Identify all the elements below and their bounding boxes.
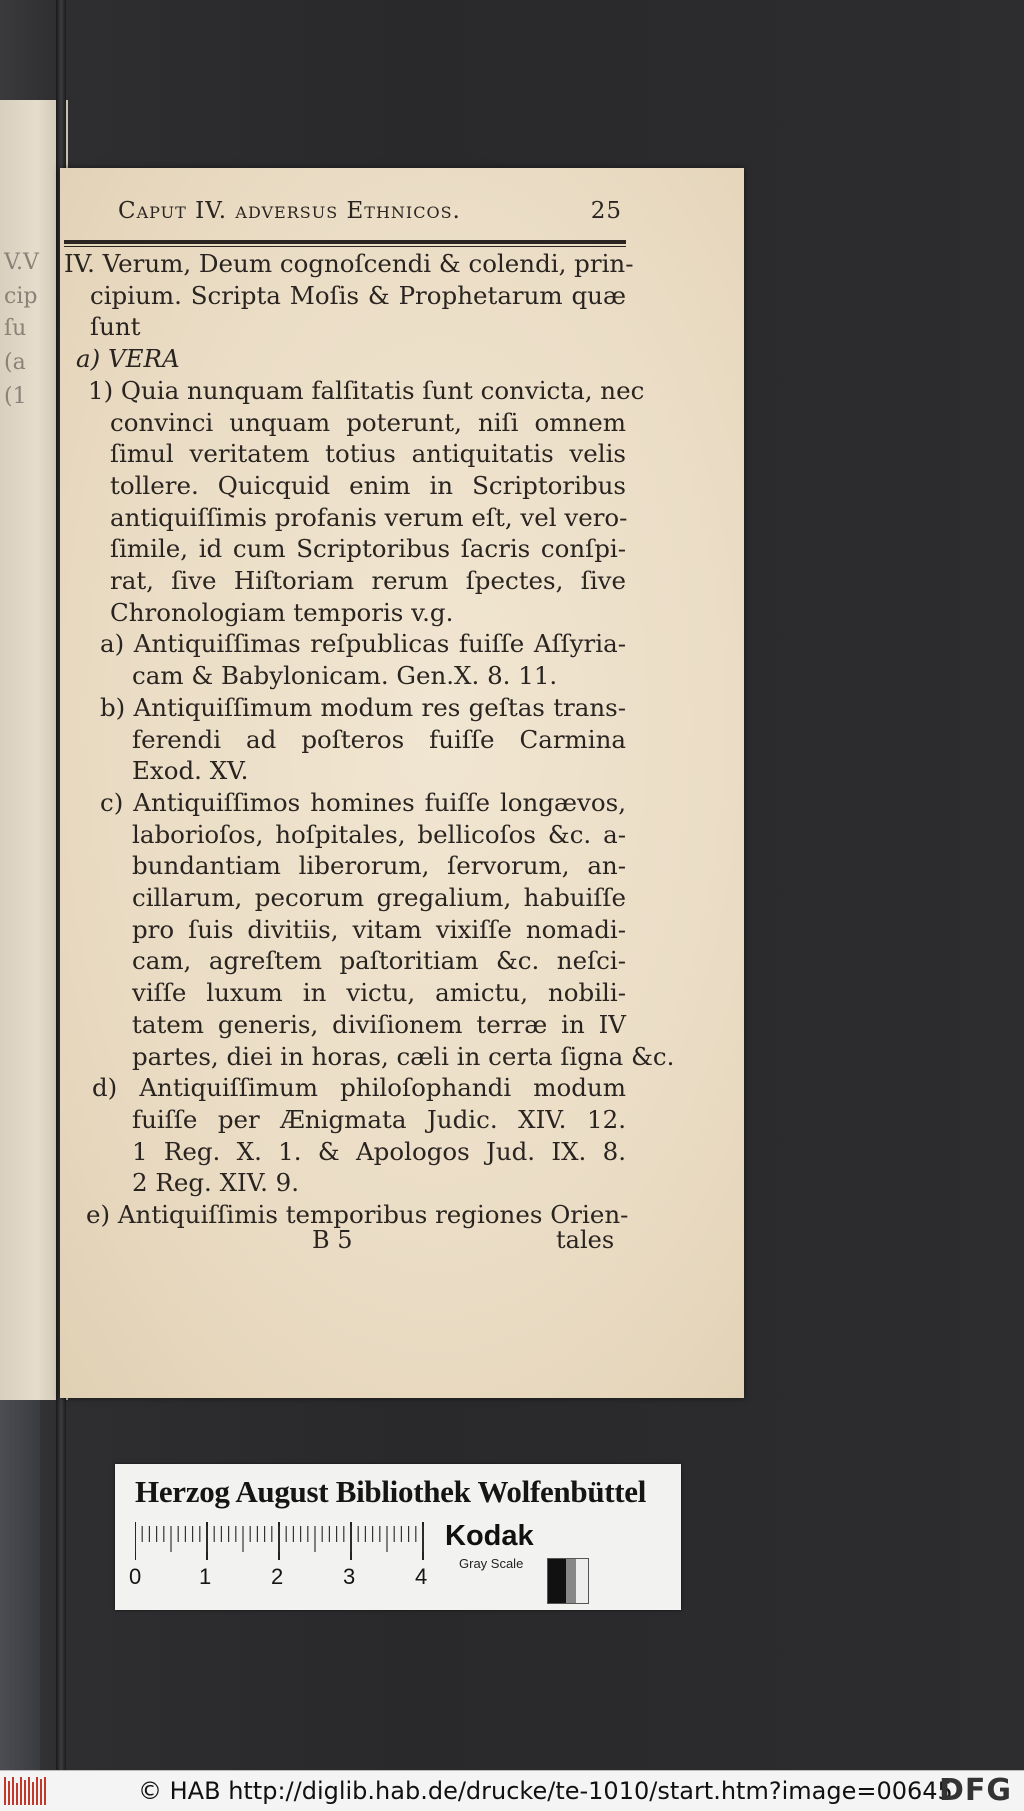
text-line: Exod. XV. xyxy=(132,756,249,786)
text-line: b) Antiquiſſimum modum res geſtas trans- xyxy=(100,692,626,722)
text-line: bundantiam liberorum, ſervorum, an- xyxy=(132,851,626,881)
text-line: cipium. Scripta Moſis & Prophetarum quæ xyxy=(90,280,626,310)
scale-label: 1 xyxy=(199,1564,212,1589)
text-line: laborioſos, hoſpitales, bellicoſos &c. a- xyxy=(132,819,626,849)
text-line: tollere. Quicquid enim in Scriptoribus xyxy=(110,470,626,500)
facing-page-fragment: V.V xyxy=(4,250,39,275)
scale-label: 4 xyxy=(415,1564,428,1589)
gray-scale-label: Gray Scale xyxy=(459,1556,524,1571)
text-line: a) Antiquiſſimas reſpublicas fuiſſe Aſſyria- xyxy=(100,629,626,659)
text-line: Chronologiam temporis v.g. xyxy=(110,597,454,627)
text-line: convinci unquam poterunt, niſi omnem xyxy=(110,407,626,437)
color-calibration-card xyxy=(115,1464,681,1610)
page-number: 25 xyxy=(590,198,622,224)
facing-page-fragment: cip xyxy=(4,284,38,309)
text-line: 1) Quia nunquam falſitatis ſunt convicta, nec xyxy=(88,375,645,405)
library-name: Herzog August Bibliothek Wolfenbüttel xyxy=(135,1474,647,1509)
text-line: antiquiſſimis profanis verum eſt, vel vero- xyxy=(110,502,628,532)
text-line: c) Antiquiſſimos homines fuiſſe longævos, xyxy=(100,787,626,817)
ruler-scale-icon xyxy=(135,1522,425,1562)
header-rule-thin xyxy=(64,246,626,247)
gray-patch-icon xyxy=(547,1558,589,1604)
text-line: ſimile, id cum Scriptoribus ſacris conſpi- xyxy=(110,534,626,564)
facing-page-fragment: (1 xyxy=(4,384,27,409)
text-line: cam & Babylonicam. Gen.X. 8. 11. xyxy=(132,661,558,691)
page-body xyxy=(64,248,675,1231)
copyright-link[interactable]: © HAB http://diglib.hab.de/drucke/te-1010/start.htm?image=00645 xyxy=(138,1777,953,1805)
text-line: rat, ſive Hiſtoriam rerum ſpectes, ſive xyxy=(110,566,626,596)
barcode-icon xyxy=(4,1777,48,1805)
running-header xyxy=(118,198,622,224)
text-line: cam, agreſtem paſtoritiam &c. neſci- xyxy=(132,946,626,976)
scale-label: 2 xyxy=(271,1564,284,1589)
footer-bar xyxy=(0,1770,1024,1811)
text-line: fuiſſe per Ænigmata Judic. XIV. 12. xyxy=(132,1104,626,1134)
text-line: cillarum, pecorum gregalium, habuiſſe xyxy=(132,883,626,913)
header-rule xyxy=(64,240,626,244)
facing-page-fragment: (a xyxy=(4,350,26,375)
text-line: partes, diei in horas, cæli in certa ſigna &c. xyxy=(132,1041,675,1071)
text-line: viſſe luxum in victu, amictu, nobili- xyxy=(132,978,626,1008)
text-line: pro ſuis divitiis, vitam vixiſſe nomadi- xyxy=(132,914,626,944)
text-line: a) VERA xyxy=(76,344,180,374)
text-line: ferendi ad poſteros fuiſſe Carmina xyxy=(132,724,626,754)
text-line: d) Antiquiſſimum philoſophandi modum xyxy=(92,1073,626,1103)
text-line: ſunt xyxy=(90,312,141,342)
text-line: e) Antiquiſſimis temporibus regiones Orien- xyxy=(86,1200,629,1230)
text-line: IV. Verum, Deum cognoſcendi & colendi, prin- xyxy=(64,249,634,278)
kodak-logo: Kodak xyxy=(445,1520,534,1552)
book-cover-edge xyxy=(0,1400,40,1770)
scale-label: 0 xyxy=(129,1564,142,1589)
text-line: tatem generis, diviſionem terræ in IV xyxy=(132,1009,626,1039)
scale-label: 3 xyxy=(343,1564,356,1589)
text-line: 2 Reg. XIV. 9. xyxy=(132,1168,300,1198)
text-line: ſimul veritatem totius antiquitatis velis xyxy=(110,439,626,469)
facing-page-fragment: ſu xyxy=(4,316,27,341)
header-title: Caput IV. adversus Ethnicos. xyxy=(118,198,461,224)
signature-mark: B 5 xyxy=(312,1226,353,1254)
dfg-logo: DFG xyxy=(938,1773,1012,1808)
text-line: 1 Reg. X. 1. & Apologos Jud. IX. 8. xyxy=(132,1136,626,1166)
catchword: tales xyxy=(556,1226,615,1254)
